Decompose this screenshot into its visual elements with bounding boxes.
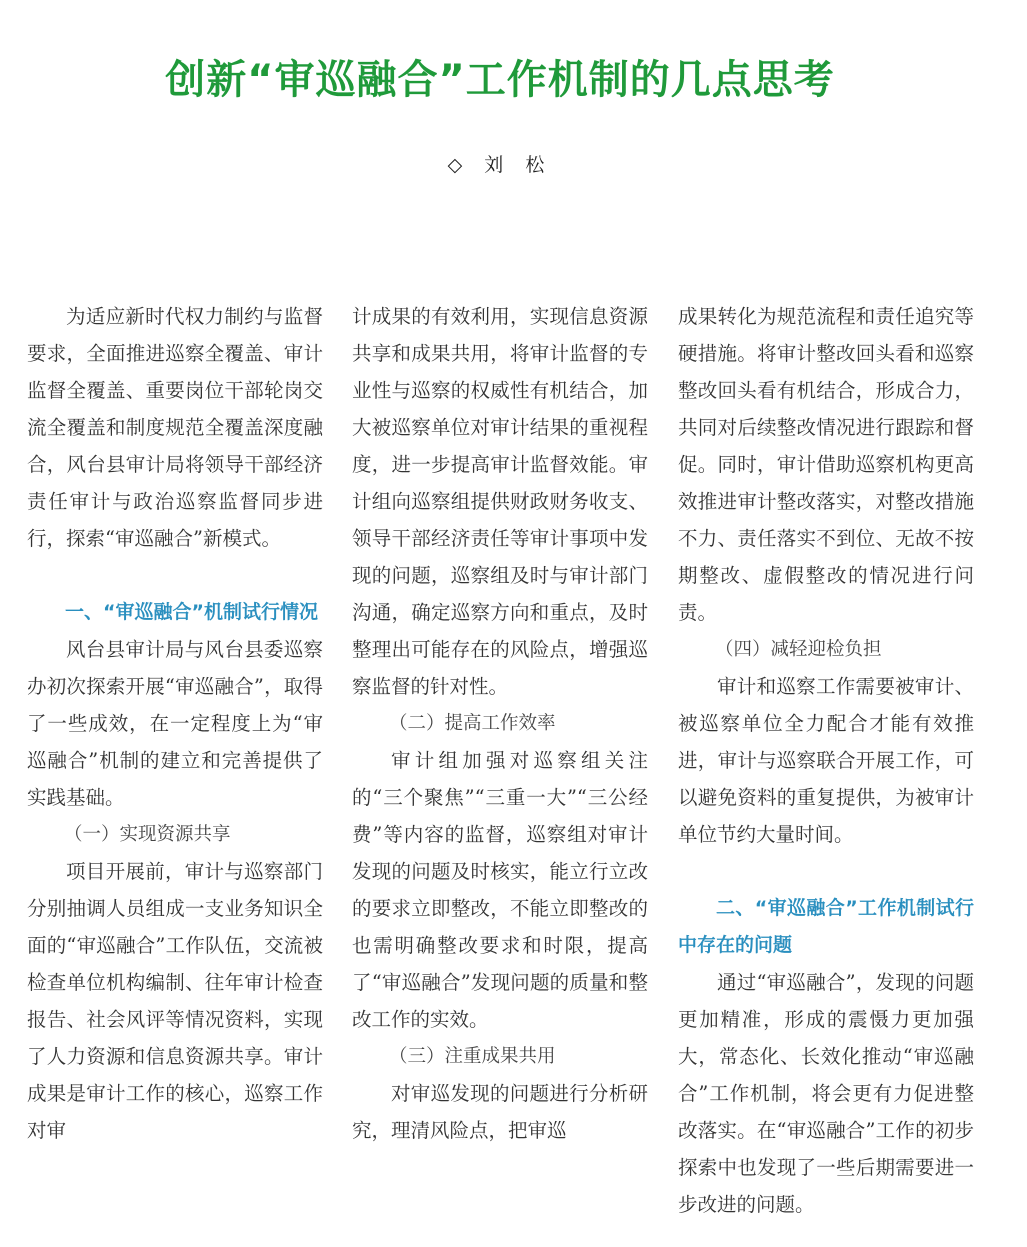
spacer	[27, 557, 323, 594]
subheading-4: （四）减轻迎检负担	[715, 639, 882, 660]
subheading-2: （二）提高工作效率	[389, 713, 556, 734]
subheading-1: （一）实现资源共享	[64, 824, 231, 845]
section-heading-1: 一、“审巡融合”机制试行情况	[65, 601, 318, 623]
paragraph-continued: 成果转化为规范流程和责任追究等硬措施。将审计整改回头看和巡察整改回头看有机结合，形成合力，共同对后续整改情况进行跟踪和督促。同时，审计借助巡察机构更高效推进审计整改落实，对整改措施不力、责任落实不到位、无故不按期整改、虚假整改的情况进行问责。	[678, 305, 974, 624]
paragraph: 风台县审计局与风台县委巡察办初次探索开展“审巡融合”，取得了一些成效，在一定程度上为“审巡融合”机制的建立和完善提供了实践基础。	[27, 638, 323, 809]
article-title: 创新“审巡融合”工作机制的几点思考	[165, 57, 835, 103]
column-3	[678, 298, 974, 1223]
subheading-3: （三）注重成果共用	[389, 1046, 556, 1067]
column-1	[27, 298, 323, 1149]
paragraph-continued: 计成果的有效利用，实现信息资源共享和成果共用，将审计监督的专业性与巡察的权威性有机结合，加大被巡察单位对审计结果的重视程度，进一步提高审计监督效能。审计组向巡察组提供财政财务收支、领导干部经济责任等审计事项中发现的问题，巡察组及时与审计部门沟通，确定巡察方向和重点，及时整理出可能存在的风险点，增强巡察监督的针对性。	[352, 305, 648, 698]
paragraph: 为适应新时代权力制约与监督要求，全面推进巡察全覆盖、审计监督全覆盖、重要岗位干部轮岗交流全覆盖和制度规范全覆盖深度融合，风台县审计局将领导干部经济责任审计与政治巡察监督同步进行，探索“审巡融合”新模式。	[27, 305, 323, 550]
section-heading-2: 二、“审巡融合”工作机制试行中存在的问题	[678, 897, 974, 956]
paragraph: 对审巡发现的问题进行分析研究，理清风险点，把审巡	[352, 1082, 648, 1142]
author-byline: ◇ 刘 松	[447, 154, 553, 176]
paragraph: 通过“审巡融合”，发现的问题更加精准，形成的震慑力更加强大，常态化、长效化推动“审巡融合”工作机制，将会更有力促进整改落实。在“审巡融合”工作的初步探索中也发现了一些后期需要进一步改进的问题。	[678, 971, 974, 1216]
paragraph: 审计组加强对巡察组关注的“三个聚焦”“三重一大”“三公经费”等内容的监督，巡察组对审计发现的问题及时核实，能立行立改的要求立即整改，不能立即整改的也需明确整改要求和时限，提高了“审巡融合”发现问题的质量和整改工作的实效。	[352, 749, 648, 1031]
paragraph: 项目开展前，审计与巡察部门分别抽调人员组成一支业务知识全面的“审巡融合”工作队伍，交流被检查单位机构编制、往年审计检查报告、社会风评等情况资料，实现了人力资源和信息资源共享。审计成果是审计工作的核心，巡察工作对审	[27, 860, 323, 1142]
paragraph: 审计和巡察工作需要被审计、被巡察单位全力配合才能有效推进，审计与巡察联合开展工作，可以避免资料的重复提供，为被审计单位节约大量时间。	[678, 675, 974, 846]
column-2	[352, 298, 648, 1149]
spacer	[678, 853, 974, 890]
